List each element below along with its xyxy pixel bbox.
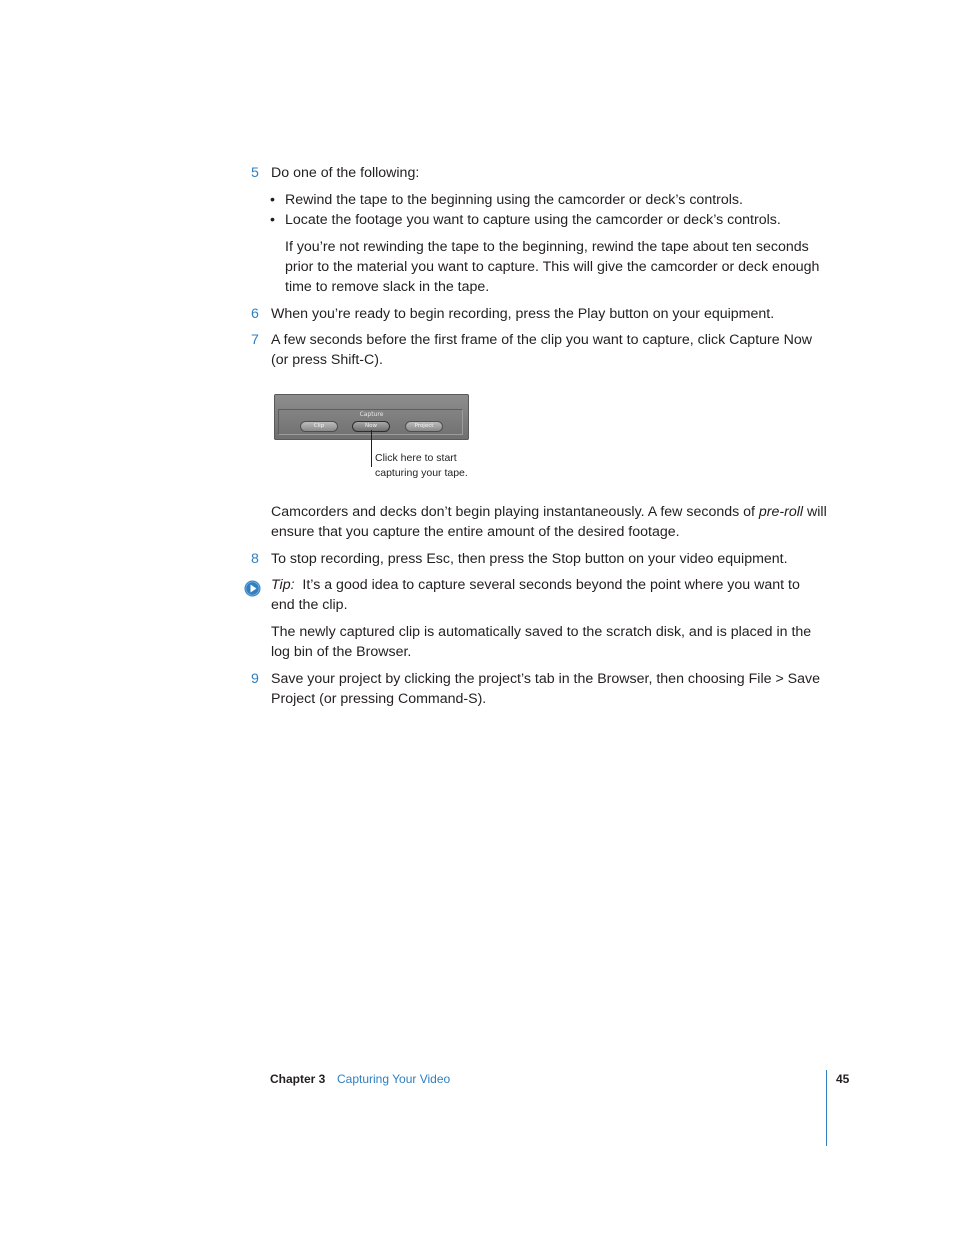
footer-chapter: Chapter 3	[270, 1072, 326, 1086]
tip-label: Tip:	[271, 577, 295, 593]
preroll-text-after: will ensure that you capture the entire amount of the desired footage.	[271, 504, 827, 540]
step-text: When you’re ready to begin recording, press the Play button on your equipment.	[271, 306, 775, 322]
preroll-term: pre-roll	[758, 504, 804, 520]
step-text: To stop recording, press Esc, then press the Stop button on your video equipment.	[271, 551, 788, 567]
capture-now-button[interactable]: Now	[352, 421, 390, 432]
page-number: 45	[836, 1072, 850, 1086]
footer-chapter-title: Capturing Your Video	[337, 1072, 451, 1086]
step-number: 6	[251, 306, 259, 322]
step-number: 8	[251, 551, 259, 567]
rewind-note: If you’re not rewinding the tape to the beginning, rewind the tape about ten seconds prior to the material you want to capture. This will give the camcorder or deck enough time to remove slack in the tape.	[285, 239, 820, 295]
capture-project-button[interactable]: Project	[405, 421, 443, 432]
step-number: 9	[251, 671, 259, 687]
callout-line-1: Click here to start	[375, 452, 457, 464]
callout-line	[371, 430, 372, 467]
tip-arrow-icon	[244, 580, 261, 597]
preroll-text-before: Camcorders and decks don’t begin playing instantaneously. A few seconds of	[271, 504, 759, 520]
capture-label: Capture	[359, 411, 384, 418]
bullet-text: Rewind the tape to the beginning using the camcorder or deck’s controls.	[285, 192, 743, 208]
bullet-dot: •	[270, 212, 275, 228]
preroll-paragraph	[271, 502, 831, 542]
capture-clip-button[interactable]: Clip	[300, 421, 338, 432]
callout-line-2: capturing your tape.	[375, 467, 468, 479]
step-text: A few seconds before the first frame of the clip you want to capture, click Capture Now (or press Shift-C).	[271, 332, 812, 368]
tip-text: It’s a good idea to capture several seconds beyond the point where you want to end the clip.	[271, 577, 804, 613]
bullet-text: Locate the footage you want to capture using the camcorder or deck’s controls.	[285, 212, 781, 228]
step-number: 7	[251, 332, 259, 348]
tip-paragraph	[271, 575, 816, 615]
step-text: Save your project by clicking the project’s tab in the Browser, then choosing File > Save Project (or pressing Command-S).	[271, 671, 821, 707]
bullet-dot: •	[270, 192, 275, 208]
step-text: Do one of the following:	[271, 165, 420, 181]
saved-note: The newly captured clip is automatically saved to the scratch disk, and is placed in the log bin of the Browser.	[271, 624, 812, 660]
callout-caption	[375, 451, 495, 481]
footer-divider	[826, 1070, 827, 1146]
step-number: 5	[251, 165, 259, 181]
